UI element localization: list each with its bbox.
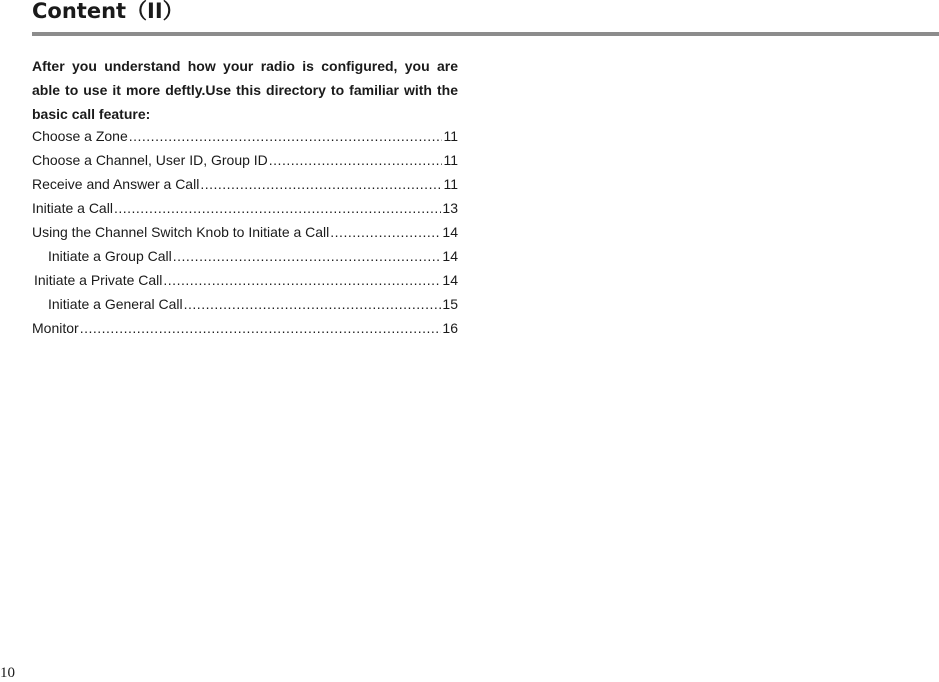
- intro-paragraph: After you understand how your radio is configured, you are able to use it more deftly.Use this directory to familiar with the basic call feature:: [32, 58, 458, 122]
- toc-item-label: Monitor: [32, 320, 79, 336]
- page-title: Content（II）: [32, 0, 184, 23]
- toc-item-label: Initiate a General Call: [48, 296, 183, 312]
- toc-item-label: Choose a Zone: [32, 128, 128, 144]
- toc-item-general-call[interactable]: [32, 292, 458, 316]
- toc-item-private-call[interactable]: [32, 268, 458, 292]
- toc-item-choose-channel[interactable]: [32, 148, 458, 172]
- toc-item-receive-answer-call[interactable]: [32, 172, 458, 196]
- toc-leader-dots: [129, 124, 443, 148]
- toc-item-label: Initiate a Call: [32, 200, 113, 216]
- toc-item-page: 13: [442, 200, 458, 216]
- toc-item-group-call[interactable]: [32, 244, 458, 268]
- toc-item-label: Receive and Answer a Call: [32, 176, 200, 192]
- title-divider: [32, 32, 939, 36]
- toc-leader-dots: [114, 196, 441, 220]
- toc-leader-dots: [80, 316, 442, 340]
- toc-item-label: Initiate a Private Call: [34, 272, 163, 288]
- toc-item-page: 11: [443, 152, 458, 168]
- table-of-contents: [32, 124, 458, 340]
- toc-item-page: 14: [442, 248, 458, 264]
- toc-item-page: 14: [442, 224, 458, 240]
- toc-item-channel-switch-knob[interactable]: [32, 220, 458, 244]
- toc-leader-dots: [184, 292, 442, 316]
- toc-leader-dots: [200, 172, 442, 196]
- toc-leader-dots: [173, 244, 442, 268]
- toc-leader-dots: [269, 148, 443, 172]
- toc-item-label: Using the Channel Switch Knob to Initiate a Call: [32, 224, 330, 240]
- toc-item-page: 11: [443, 176, 458, 192]
- toc-item-page: 15: [442, 296, 458, 312]
- toc-item-page: 14: [442, 272, 458, 288]
- toc-leader-dots: [163, 268, 441, 292]
- toc-item-page: 11: [443, 128, 458, 144]
- toc-item-label: Initiate a Group Call: [48, 248, 172, 264]
- toc-item-label: Choose a Channel, User ID, Group ID: [32, 152, 268, 168]
- toc-item-monitor[interactable]: [32, 316, 458, 340]
- toc-item-page: 16: [442, 320, 458, 336]
- toc-item-initiate-call[interactable]: [32, 196, 458, 220]
- toc-item-choose-zone[interactable]: [32, 124, 458, 148]
- toc-leader-dots: [330, 220, 441, 244]
- page-number: 10: [0, 665, 15, 681]
